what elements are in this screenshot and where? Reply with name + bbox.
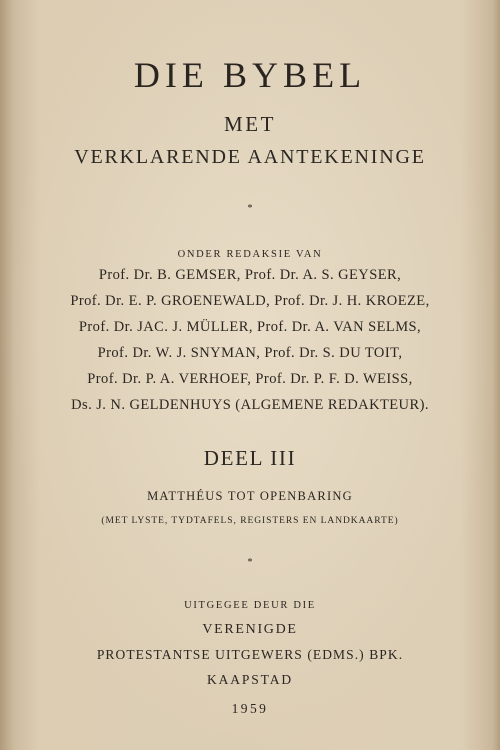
publisher-label: UITGEGEE DEUR DIE [184, 600, 316, 611]
editor-line: Prof. Dr. P. A. VERHOEF, Prof. Dr. P. F. D. WEISS, [87, 371, 413, 387]
subtitle-met: MET [224, 112, 276, 136]
ornament-star-icon: * [247, 557, 253, 568]
editor-line: Prof. Dr. B. GEMSER, Prof. Dr. A. S. GEYSER, [98, 267, 402, 283]
volume-label: DEEL III [203, 446, 297, 470]
editors-label: ONDER REDAKSIE VAN [177, 249, 323, 260]
editor-line: Prof. Dr. JAC. J. MÜLLER, Prof. Dr. A. VAN SELMS, [78, 319, 422, 335]
publication-year: 1959 [231, 701, 269, 716]
publisher-line-2: PROTESTANTSE UITGEWERS (EDMS.) BPK. [96, 647, 404, 662]
volume-contents: (MET LYSTE, TYDTAFELS, REGISTERS EN LANDKAARTE) [101, 516, 399, 526]
book-title: DIE BYBEL [133, 55, 367, 95]
editor-line: Prof. Dr. W. J. SNYMAN, Prof. Dr. S. DU TOIT, [97, 345, 403, 361]
subtitle-verklarende: VERKLARENDE AANTEKENINGE [74, 146, 426, 168]
editor-line: Ds. J. N. GELDENHUYS (ALGEMENE REDAKTEUR). [71, 397, 429, 413]
ornament-star-icon: * [247, 203, 253, 214]
publisher-city: KAAPSTAD [206, 672, 294, 687]
publisher-line-1: VERENIGDE [202, 622, 298, 637]
volume-books: MATTHÉUS TOT OPENBARING [147, 489, 353, 503]
editor-line: Prof. Dr. E. P. GROENEWALD, Prof. Dr. J. H. KROEZE, [70, 293, 430, 309]
